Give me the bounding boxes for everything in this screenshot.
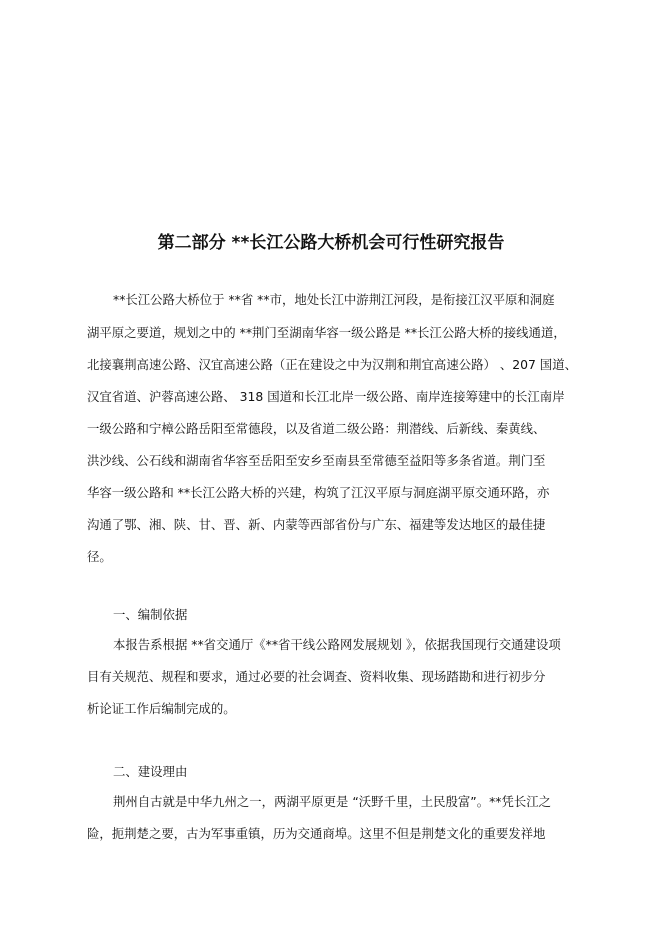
intro-line-8: 沟通了鄂、湘、陕、甘、晋、新、内蒙等西部省份与广东、福建等发达地区的最佳捷 <box>87 517 546 532</box>
intro-line-7: 华容一级公路和 **长江公路大桥的兴建，构筑了江汉平原与洞庭湖平原交通环路，亦 <box>87 485 550 500</box>
section-1-line-3: 析论证工作后编制完成的。 <box>87 701 236 716</box>
intro-line-2: 湖平原之要道，规划之中的 **荆门至湖南华容一级公路是 **长江公路大桥的接线通道， <box>87 325 566 340</box>
intro-line-4: 汉宜省道、沪蓉高速公路、 318 国道和长江北岸一级公路、南岸连接筹建中的长江南岸 <box>87 389 565 404</box>
intro-line-3: 北接襄荆高速公路、汉宜高速公路（正在建设之中为汉荆和荆宜高速公路） 、207 国道、 <box>87 357 577 372</box>
section-2-line-2: 险，扼荆楚之要，古为军事重镇，历为交通商埠。这里不但是荆楚文化的重要发祥地 <box>87 826 546 841</box>
document-title: 第二部分 **长江公路大桥机会可行性研究报告 <box>157 233 505 253</box>
intro-line-9: 径。 <box>87 549 112 564</box>
section-1-line-1: 本报告系根据 **省交通厅《**省干线公路网发展规划 》，依据我国现行交通建设项 <box>113 637 561 652</box>
section-1-line-2: 目有关规范、规程和要求，通过必要的社会调查、资料收集、现场踏勘和进行初步分 <box>87 669 546 684</box>
section-2-heading: 二、建设理由 <box>113 764 188 779</box>
intro-line-5: 一级公路和宁樟公路岳阳至常德段，以及省道二级公路：荆潜线、后新线、秦黄线、 <box>87 421 546 436</box>
section-1-heading: 一、编制依据 <box>113 607 188 622</box>
intro-line-1: **长江公路大桥位于 **省 **市，地处长江中游荆江河段，是衔接江汉平原和洞庭 <box>113 292 555 307</box>
section-2-line-1: 荆州自古就是中华九州之一，两湖平原更是 “沃野千里，土民殷富”。**凭长江之 <box>113 794 552 809</box>
intro-line-6: 洪沙线、公石线和湖南省华容至岳阳至安乡至南县至常德至益阳等多条省道。荆门至 <box>87 453 546 468</box>
